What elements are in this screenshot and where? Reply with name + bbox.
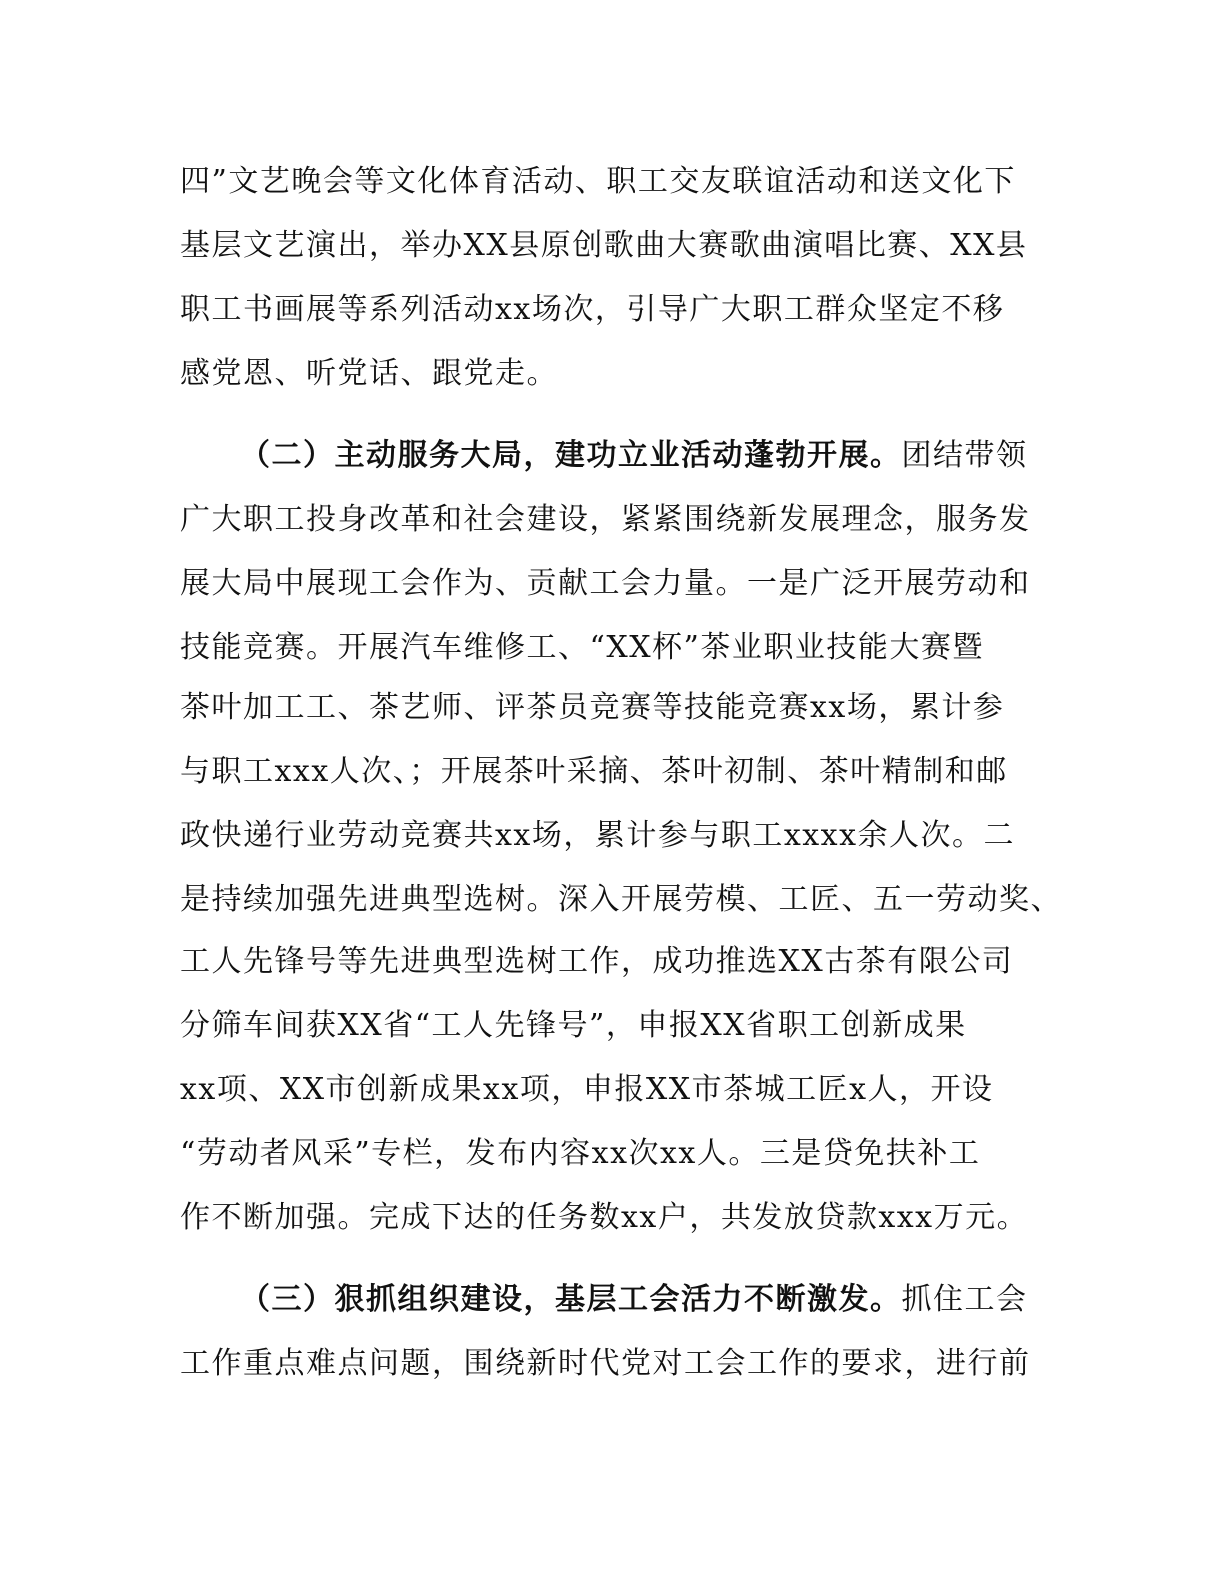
- paragraph-line: 广大职工投身改革和社会建设，紧紧围绕新发展理念，服务发: [180, 502, 1031, 537]
- paragraph-line: 作不断加强。完成下达的任务数xx户，共发放贷款xxx万元。: [180, 1200, 1029, 1235]
- paragraph-line: 展大局中展现工会作为、贡献工会力量。一是广泛开展劳动和: [180, 566, 1031, 601]
- heading-line-rest: 团结带领: [901, 438, 1028, 473]
- paragraph-line: 政快递行业劳动竞赛共xx场，累计参与职工xxxx余人次。二: [180, 818, 1016, 853]
- paragraph-line: 茶叶加工工、茶艺师、评茶员竞赛等技能竞赛xx场，累计参: [180, 690, 1005, 725]
- paragraph-line: 工作重点难点问题，围绕新时代党对工会工作的要求，进行前: [180, 1346, 1031, 1381]
- section-heading-line: [240, 1280, 1028, 1320]
- paragraph-line: “劳动者风采”专栏，发布内容xx次xx人。三是贷免扶补工: [180, 1136, 981, 1171]
- paragraph-line: 分筛车间获XX省“工人先锋号”，申报XX省职工创新成果: [180, 1008, 967, 1043]
- paragraph-line: 与职工xxx人次、；开展茶叶采摘、茶叶初制、茶叶精制和邮: [180, 754, 1008, 789]
- paragraph-line: 工人先锋号等先进典型选树工作，成功推选XX古茶有限公司: [180, 944, 1014, 979]
- paragraph-line: 技能竞赛。开展汽车维修工、“XX杯”茶业职业技能大赛暨: [180, 630, 984, 665]
- paragraph-line: 是持续加强先进典型选树。深入开展劳模、工匠、五一劳动奖、: [180, 882, 1062, 917]
- paragraph-line: 感党恩、听党话、跟党走。: [180, 356, 558, 391]
- section-heading: （三）狠抓组织建设，基层工会活力不断激发。: [240, 1282, 902, 1317]
- paragraph-line: 四”文艺晚会等文化体育活动、职工交友联谊活动和送文化下: [180, 164, 1016, 199]
- paragraph-line: 职工书画展等系列活动xx场次，引导广大职工群众坚定不移: [180, 292, 1005, 327]
- heading-line-rest: 抓住工会: [901, 1282, 1028, 1317]
- paragraph-line: xx项、XX市创新成果xx项，申报XX市茶城工匠x人，开设: [180, 1072, 994, 1107]
- section-heading: （二）主动服务大局，建功立业活动蓬勃开展。: [240, 438, 902, 473]
- section-heading-line: [240, 436, 1028, 476]
- paragraph-line: 基层文艺演出，举办XX县原创歌曲大赛歌曲演唱比赛、XX县: [180, 228, 1028, 263]
